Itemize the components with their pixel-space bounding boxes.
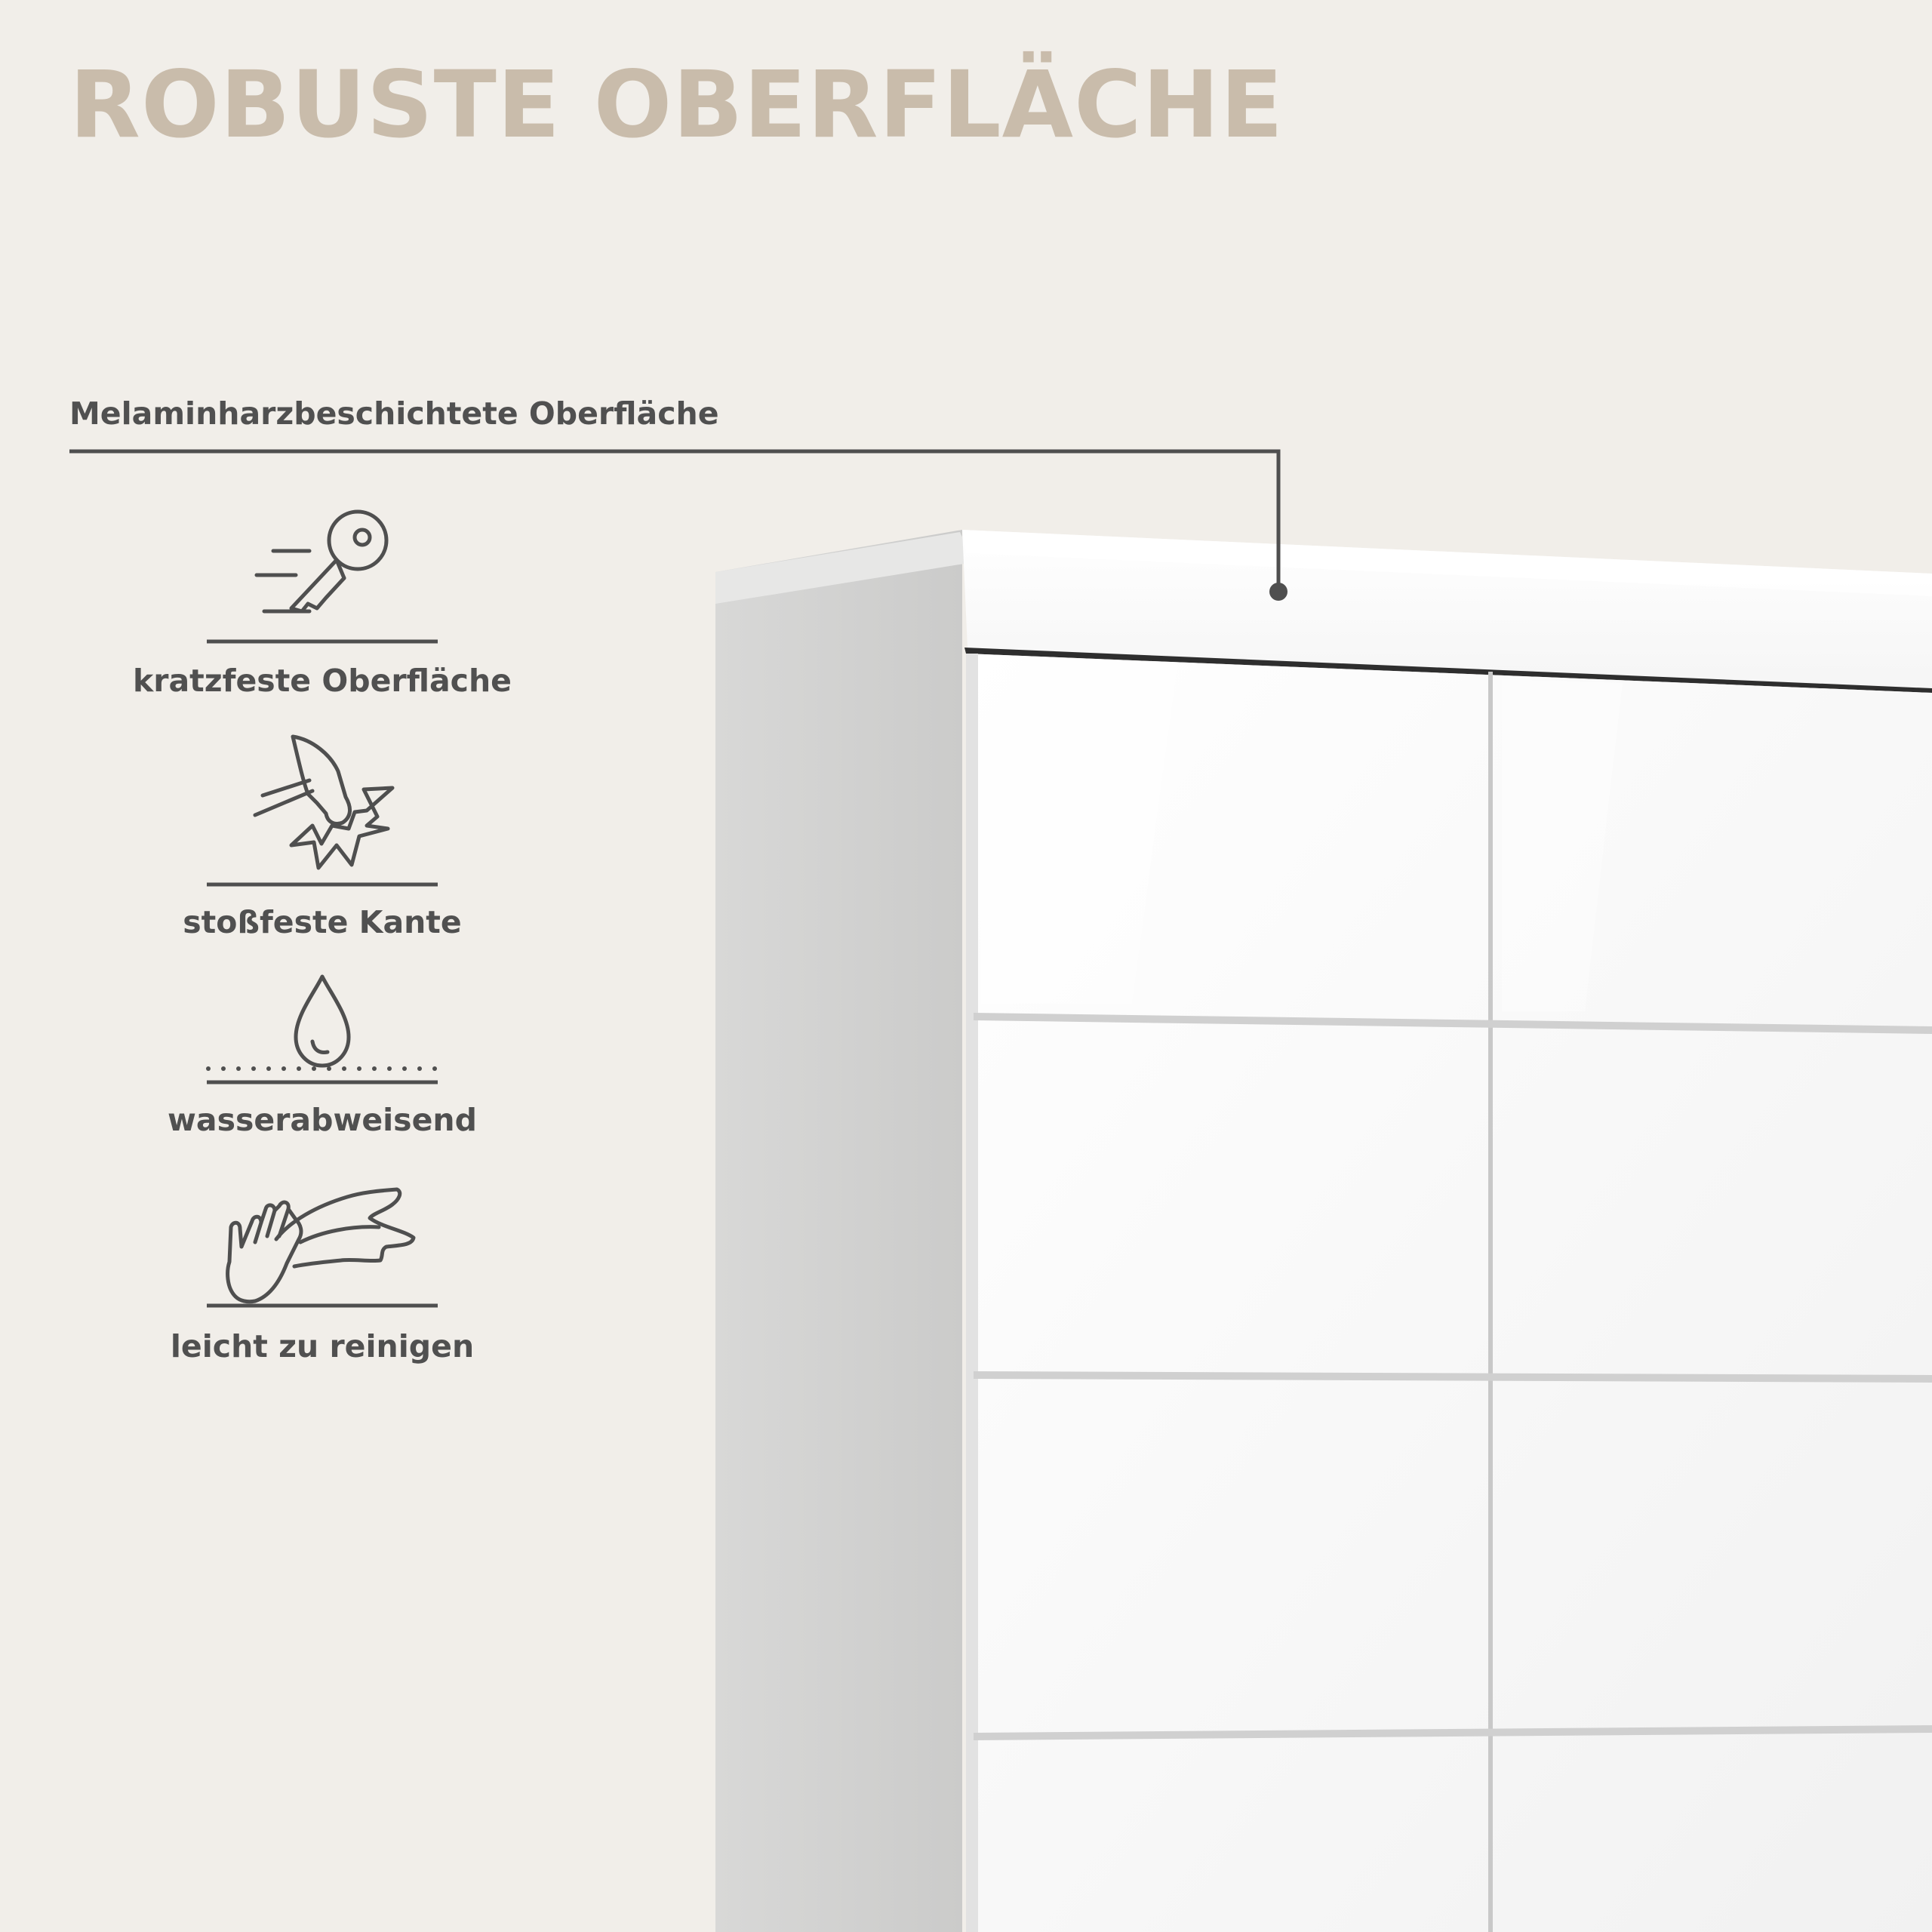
hand-wipe-cloth-icon	[128, 1158, 516, 1324]
feature-label: leicht zu reinigen	[170, 1328, 475, 1364]
key-scratch-icon	[128, 498, 516, 657]
feature-label: wasserabweisend	[168, 1102, 477, 1138]
page-title: ROBUSTE OBERFLÄCHE	[69, 51, 1284, 158]
cabinet-side-panel	[715, 530, 974, 1932]
feature-item-impact-resistant	[128, 729, 516, 948]
feature-item-scratch-resistant	[128, 498, 516, 702]
water-drop-icon	[128, 966, 516, 1094]
feature-item-water-repellent	[128, 966, 516, 1147]
feature-label: kratzfeste Oberfläche	[133, 663, 512, 699]
cabinet-doors	[966, 654, 1932, 1932]
feature-label: stoßfeste Kante	[183, 904, 462, 940]
hammer-impact-icon	[128, 729, 516, 888]
feature-item-easy-clean	[128, 1158, 516, 1377]
callout-label: Melaminharzbeschichtete Oberfläche	[69, 395, 719, 432]
